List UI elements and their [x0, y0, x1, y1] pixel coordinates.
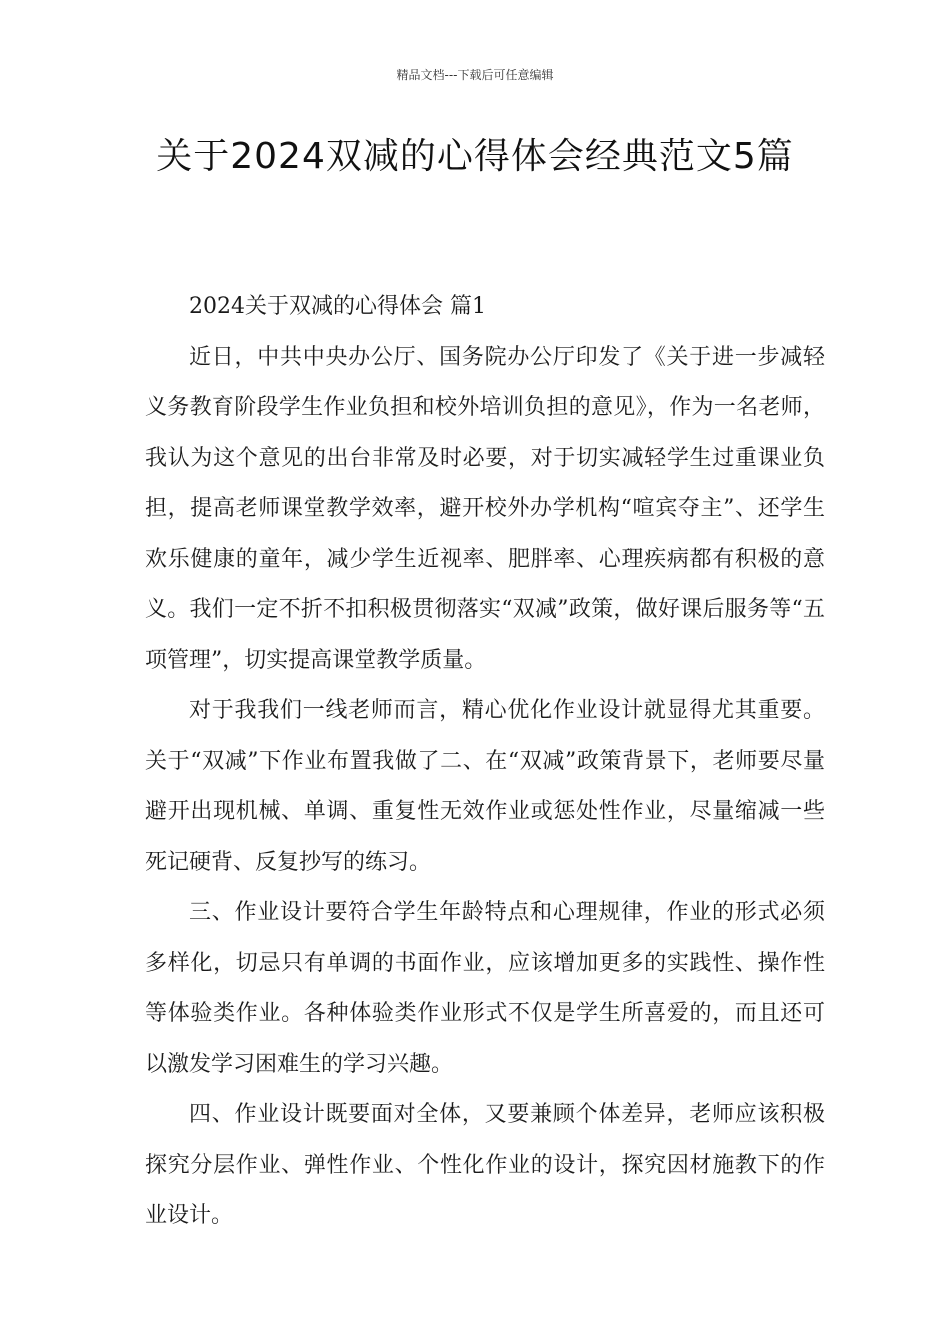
paragraph-2: 对于我我们一线老师而言，精心优化作业设计就显得尤其重要。关于“双减”下作业布置我做了二、在“双减”政策背景下，老师要尽量避开出现机械、单调、重复性无效作业或惩处性作业，尽量缩减一些死记硬背、反复抄写的练习。 [145, 698, 825, 875]
header-note: 精品文档---下载后可任意编辑 [396, 68, 554, 82]
paragraph-4: 四、作业设计既要面对全体，又要兼顾个体差异，老师应该积极探究分层作业、弹性作业、个性化作业的设计，探究因材施教下的作业设计。 [145, 1102, 825, 1228]
document-body [145, 282, 825, 1242]
paragraph-1: 近日，中共中央办公厅、国务院办公厅印发了《关于进一步减轻义务教育阶段学生作业负担和校外培训负担的意见》，作为一名老师，我认为这个意见的出台非常及时必要，对于切实减轻学生过重课业负担，提高老师课堂教学效率，避开校外办学机构“喧宾夺主”、还学生欢乐健康的童年，减少学生近视率、肥胖率、心理疾病都有积极的意义。我们一定不折不扣积极贯彻落实“双减”政策，做好课后服务等“五项管理”，切实提高课堂教学质量。 [145, 344, 825, 673]
document-title: 关于2024双减的心得体会经典范文5篇 [156, 136, 794, 177]
section-heading: 2024关于双减的心得体会 篇1 [189, 294, 486, 319]
paragraph-3: 三、作业设计要符合学生年龄特点和心理规律，作业的形式必须多样化，切忌只有单调的书面作业，应该增加更多的实践性、操作性等体验类作业。各种体验类作业形式不仅是学生所喜爱的，而且还可以激发学习困难生的学习兴趣。 [145, 900, 825, 1077]
